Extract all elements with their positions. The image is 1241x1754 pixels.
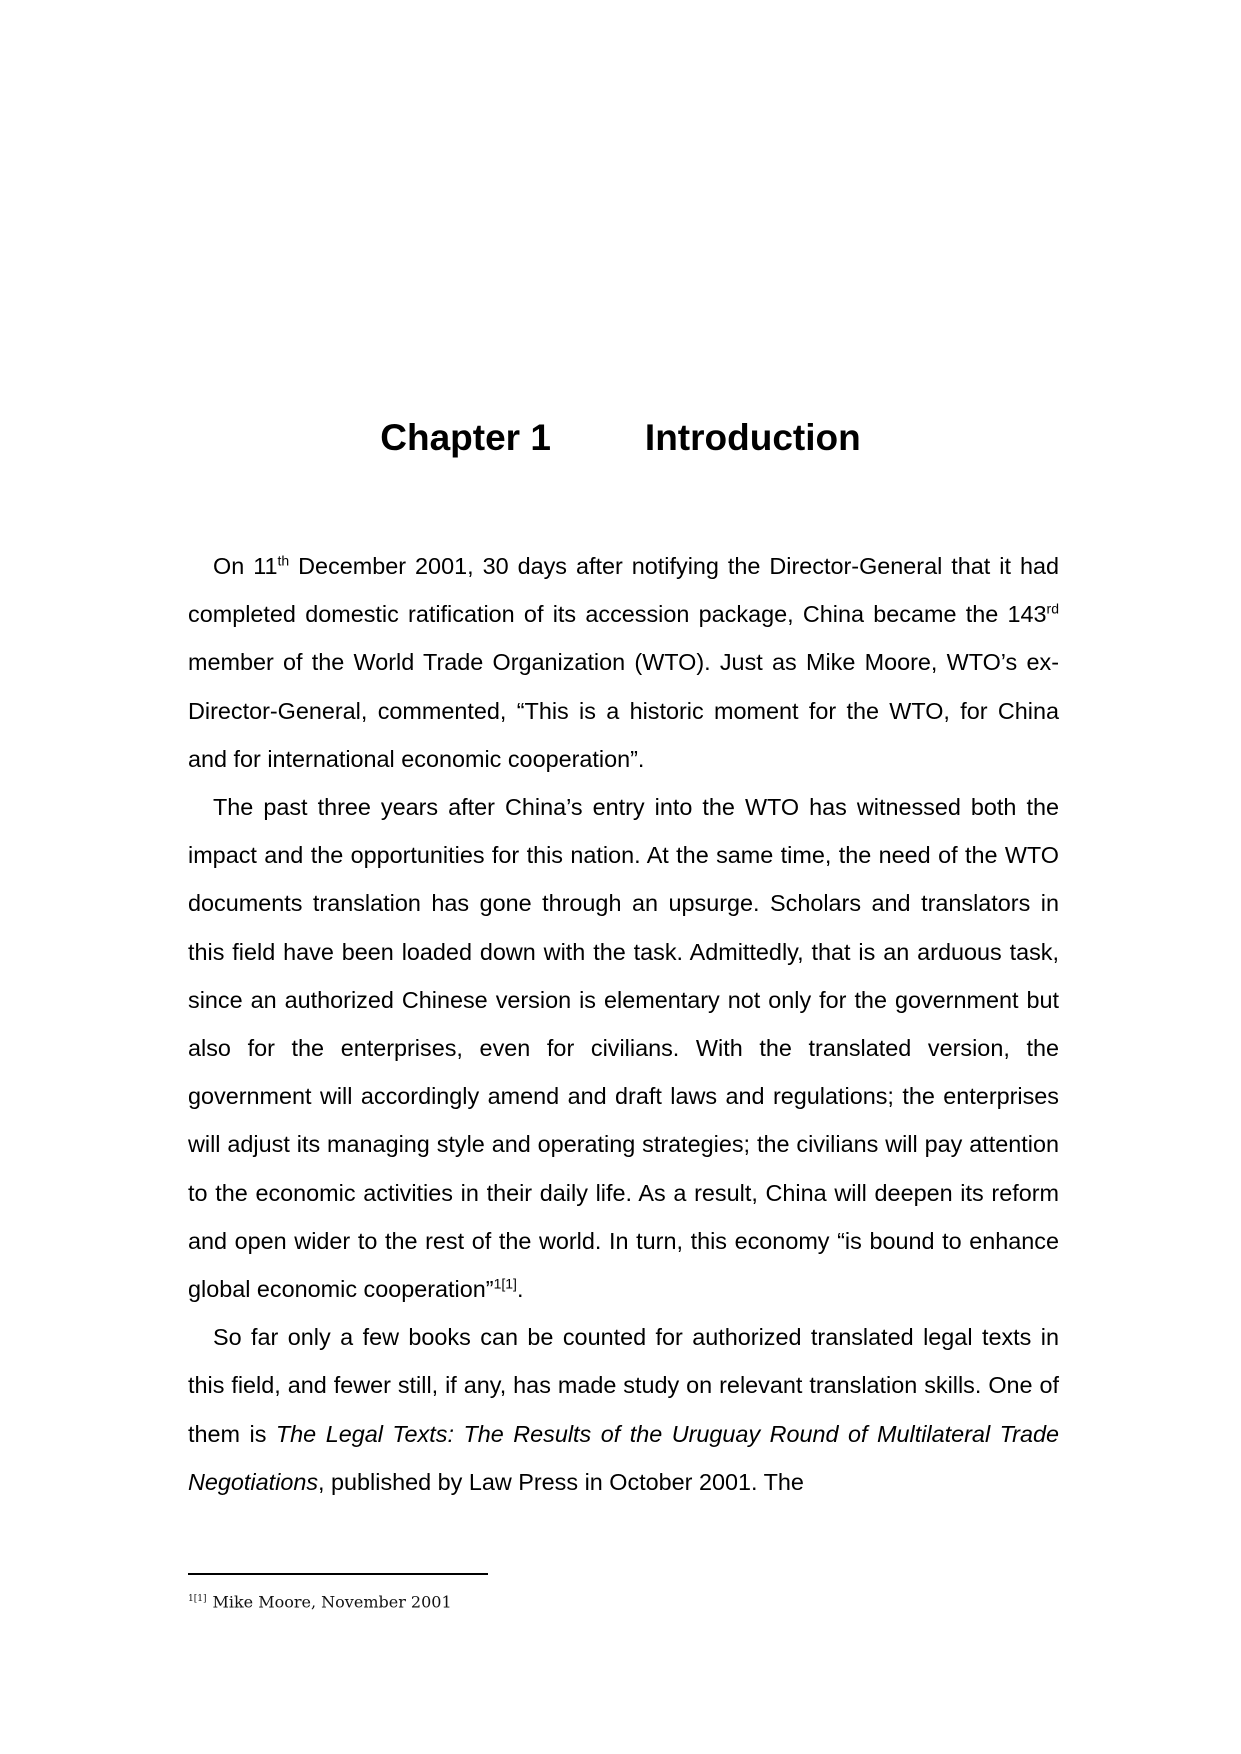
ordinal-superscript: th [277, 552, 290, 569]
footnote [188, 1588, 452, 1613]
paragraph-2 [188, 783, 1059, 1313]
text-run: On 11 [213, 553, 278, 579]
footnote-reference[interactable]: 1[1] [493, 1275, 517, 1292]
footnote-separator [188, 1573, 488, 1575]
footnote-mark: 1[1] [188, 1594, 207, 1604]
text-run: The past three years after China’s entry into the WTO has witnessed both the impact and the opportunities for this nation. At the same time, the need of the WTO documents translation has gone through an upsurge. Scholars and translators in this field have been loaded down with the task. Admittedly, that is an arduous task, since an authorized Chinese version is elementary not only for the government but also for the enterprises, even for civilians. With the translated version, the government will accordingly amend and draft laws and regulations; the enterprises will adjust its managing style and operating strategies; the civilians will pay attention to the economic activities in their daily life. As a result, China will deepen its reform and open wider to the rest of the world. In turn, this economy “is bound to enhance global economic cooperation” [188, 794, 1059, 1303]
text-run: So far only a few books can be counted for authorized translated legal texts in this field, and fewer still, if any, has made study on relevant translation skills. One of them is [188, 1324, 1059, 1447]
text-run: member of the World Trade Organization (WTO). Just as Mike Moore, WTO’s ex-Director-General, commented, “This is a historic moment for the WTO, for China and for international economic cooperation”. [188, 649, 1059, 772]
text-run: . [516, 1276, 524, 1303]
paragraph-3 [188, 1313, 1059, 1506]
footnote-text: Mike Moore, November 2001 [212, 1592, 452, 1612]
text-run: , published by Law Press in October 2001. The [318, 1468, 804, 1495]
chapter-number: Chapter 1 [380, 416, 551, 458]
book-title: The Legal Texts: The Results of the Uruguay Round of Multilateral Trade Negotiations [188, 1420, 1060, 1495]
body-text [188, 542, 1059, 1506]
paragraph-1 [188, 542, 1059, 783]
chapter-heading: Introduction [644, 416, 861, 458]
chapter-title [0, 415, 1241, 461]
ordinal-superscript: rd [1046, 600, 1059, 617]
text-run: December 2001, 30 days after notifying the Director-General that it had completed domestic ratification of its accession package, China became the 143 [188, 553, 1060, 628]
